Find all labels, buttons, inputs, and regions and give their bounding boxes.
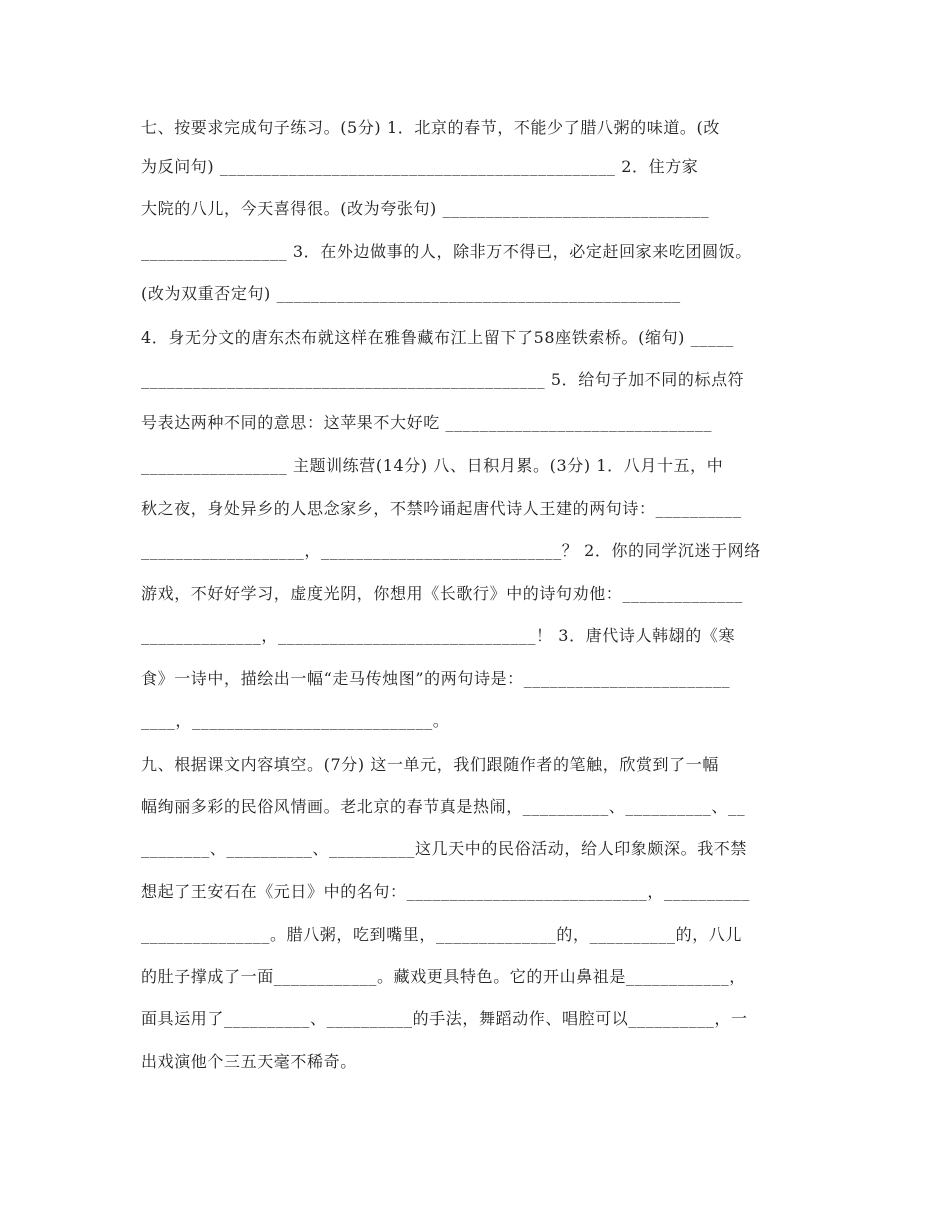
text-line: 食》一诗中，描绘出一幅“走马传烛图”的两句诗是：________________________ — [141, 669, 731, 688]
text-line: ___________________，____________________________？ 2．你的同学沉迷于网络 — [141, 541, 761, 560]
text-line: _________________ 3．在外边做事的人，除非万不得已，必定赶回家来吃团圆饭。 — [141, 242, 752, 261]
text-line: 的肚子撑成了一面____________。藏戏更具特色。它的开山鼻祖是____________， — [141, 967, 746, 986]
text-line: 幅绚丽多彩的民俗风情画。老北京的春节真是热闹，__________、__________、__ — [141, 797, 746, 816]
text-line: 号表达两种不同的意思：这苹果不大好吃 _______________________________ — [141, 413, 713, 432]
text-line: 4．身无分文的唐东杰布就这样在雅鲁藏布江上留下了58座铁索桥。(缩句) _____ — [141, 328, 734, 347]
text-line: 面具运用了__________、__________的手法，舞蹈动作、唱腔可以__________，一 — [141, 1009, 748, 1028]
text-line: 出戏演他个三五天毫不稀奇。 — [141, 1052, 357, 1071]
text-line: (改为双重否定句) _______________________________________________ — [141, 284, 681, 303]
text-line: 秋之夜，身处异乡的人思念家乡，不禁吟诵起唐代诗人王建的两句诗：__________ — [141, 499, 742, 518]
text-line: 七、按要求完成句子练习。(5分) 1．北京的春节，不能少了腊八粥的味道。(改 — [141, 118, 720, 137]
text-line: 游戏，不好好学习，虚度光阴，你想用《长歌行》中的诗句劝他：______________ — [141, 584, 743, 603]
text-line: _______________。腊八粥，吃到嘴里，______________的，__________的，八儿 — [141, 925, 742, 944]
text-line: _______________________________________________ 5．给句子加不同的标点符 — [141, 370, 745, 389]
text-line: ________、__________、__________这几天中的民俗活动，给人印象颇深。我不禁 — [141, 839, 748, 858]
text-line: _________________ 主题训练营(14分) 八、日积月累。(3分) 1．八月十五，中 — [141, 456, 724, 475]
text-line: ______________，______________________________！ 3．唐代诗人韩翃的《寒 — [141, 626, 736, 645]
text-line: ____，____________________________。 — [141, 711, 450, 730]
text-line: 九、根据课文内容填空。(7分) 这一单元，我们跟随作者的笔触，欣赏到了一幅 — [141, 755, 719, 774]
text-line: 想起了王安石在《元日》中的名句：____________________________，__________ — [141, 882, 750, 901]
text-line: 为反问句) ______________________________________________ 2．住方家 — [141, 157, 699, 176]
text-line: 大院的八儿，今天喜得很。(改为夸张句) _______________________________ — [141, 199, 710, 218]
